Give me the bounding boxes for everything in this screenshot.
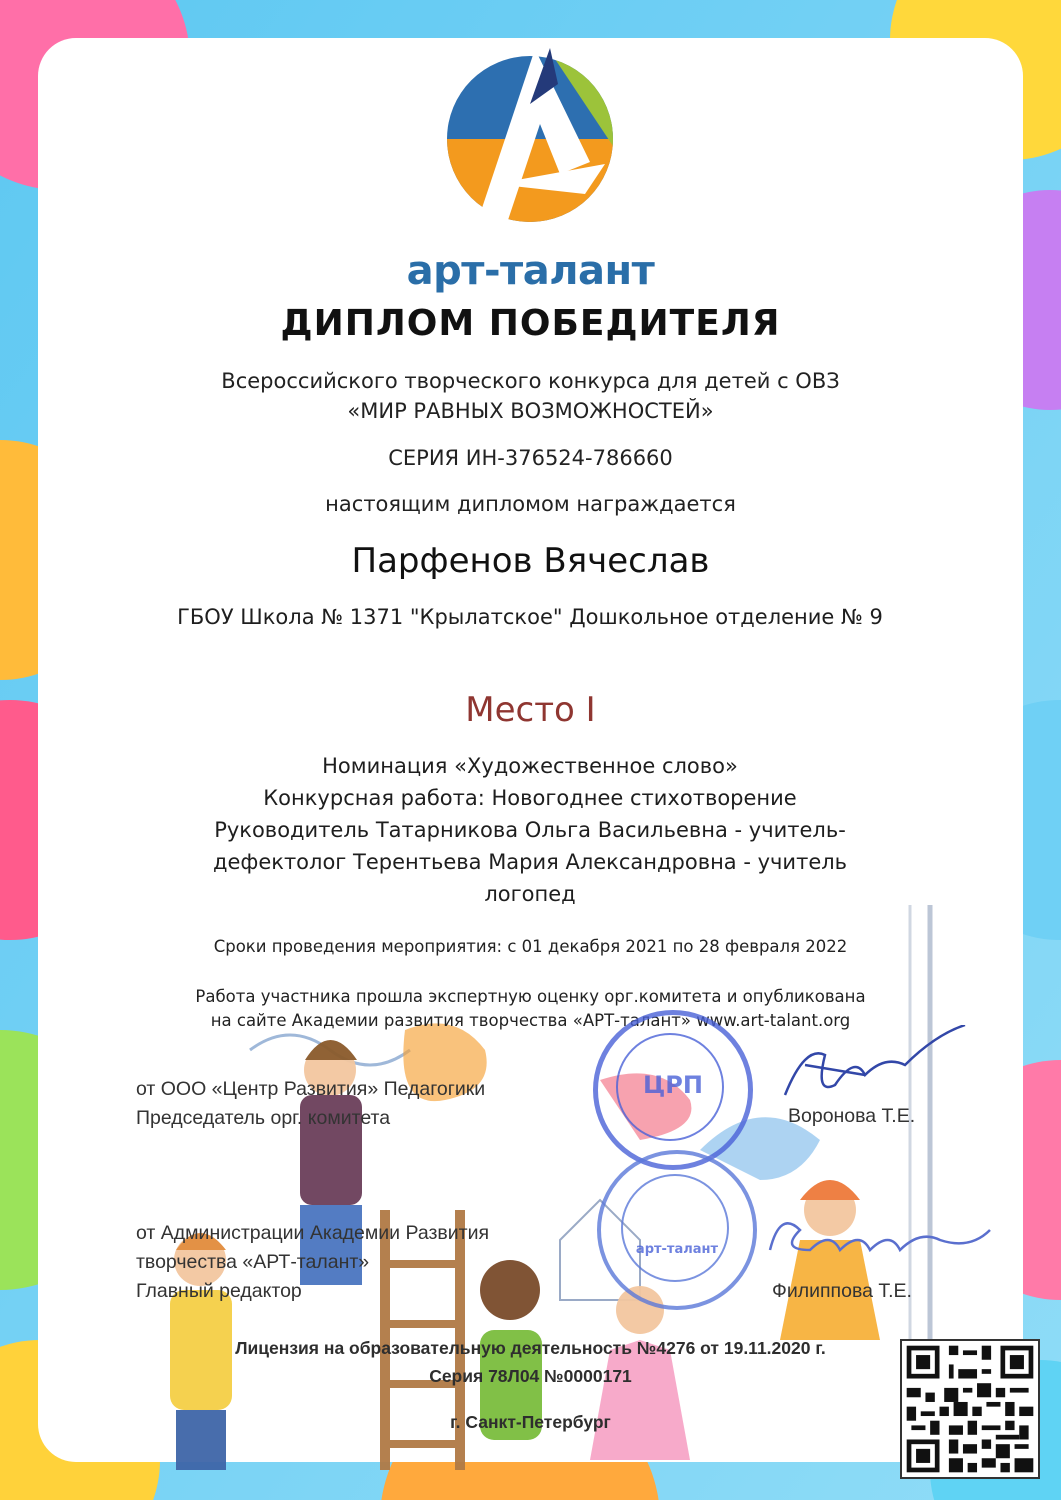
nomination: Номинация «Художественное слово»: [322, 754, 738, 778]
sig1-org-line-1: от ООО «Центр Развития» Педагогики: [136, 1078, 486, 1100]
stamp-crp-text: ЦРП: [643, 1071, 703, 1099]
diploma-title: ДИПЛОМ ПОБЕДИТЕЛЯ: [280, 303, 781, 344]
expert-line-2: на сайте Академии развития творчества «АРТ-талант» www.art-talant.org: [210, 1011, 851, 1030]
place-award: Место I: [465, 690, 596, 730]
series-number: СЕРИЯ ИН-376524-786660: [388, 446, 673, 470]
sig1-org-line-2: Председатель орг. комитета: [136, 1107, 391, 1129]
nomination-block: [190, 750, 870, 910]
signer-1: Воронова Т.Е.: [788, 1105, 916, 1127]
art-talant-logo-icon: [435, 44, 625, 234]
stamp-art-talant-text: арт-талант: [635, 1242, 719, 1257]
signature-block-1: [136, 1075, 485, 1133]
stamp-art-talant: [597, 1150, 757, 1310]
sig2-org-line-3: Главный редактор: [136, 1280, 302, 1302]
sig2-org-line-1: от Администрации Академии Развития: [136, 1222, 490, 1244]
awarded-text: настоящим дипломом награждается: [325, 492, 736, 516]
contest-line-1: Всероссийского творческого конкурса для детей с ОВЗ: [221, 369, 840, 393]
city: г. Санкт-Петербург: [450, 1412, 611, 1432]
signature-block-2: [136, 1219, 489, 1306]
license-line-1: Лицензия на образовательную деятельность №4276 от 19.11.2020 г.: [235, 1338, 826, 1358]
sig2-org-line-2: творчества «АРТ-талант»: [136, 1251, 370, 1273]
signature-2-icon: [760, 1200, 1000, 1270]
qr-code-icon: [900, 1339, 1040, 1479]
signer-2: Филиппова Т.Е.: [772, 1280, 912, 1302]
event-dates: Сроки проведения мероприятия: с 01 декабря 2021 по 28 февраля 2022: [213, 937, 848, 956]
logo-text: арт-талант: [406, 248, 655, 294]
contest-line-2: «МИР РАВНЫХ ВОЗМОЖНОСТЕЙ»: [347, 399, 714, 423]
recipient-name: Парфенов Вячеслав: [351, 541, 710, 581]
stamp-crp: [593, 1010, 753, 1170]
license-line-2: Серия 78Л04 №0000171: [429, 1366, 632, 1386]
supervisors: Руководитель Татарникова Ольга Васильевна - учитель-дефектолог Терентьева Мария Александровна - учитель логопед: [212, 818, 848, 906]
expert-line-1: Работа участника прошла экспертную оценку орг.комитета и опубликована: [195, 987, 866, 1006]
contest-work: Конкурсная работа: Новогоднее стихотворение: [263, 786, 797, 810]
school-name: ГБОУ Школа № 1371 "Крылатское" Дошкольное отделение № 9: [177, 605, 883, 629]
signature-1-icon: [765, 1025, 975, 1115]
